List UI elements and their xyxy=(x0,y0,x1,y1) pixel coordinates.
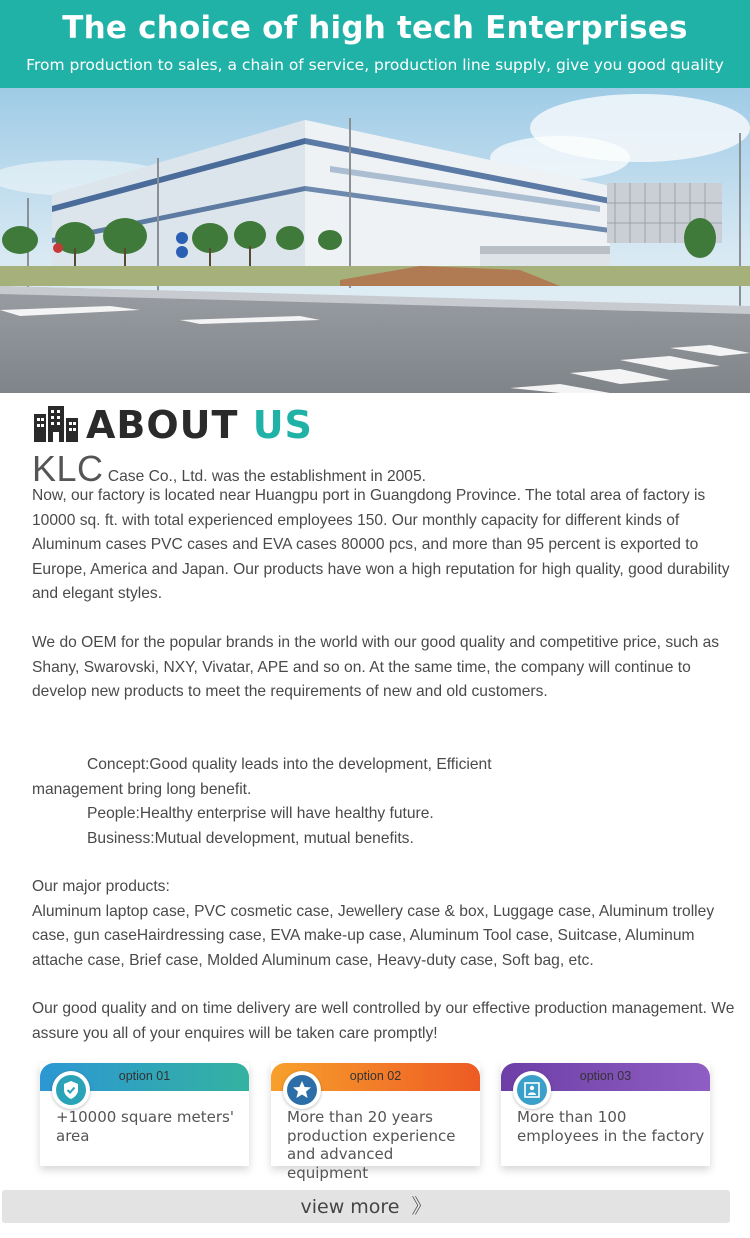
closing-paragraph: Our good quality and on time delivery are well controlled by our effective production management. We assure you all of your enquires will be taken care promptly! xyxy=(32,1000,735,1042)
factory-photo xyxy=(0,88,750,393)
products-list: Aluminum laptop case, PVC cosmetic case, Jewellery case & box, Luggage case, Aluminum trolley case, gun caseHairdressing case, EVA make-up case, Aluminum Tool case, Suitcase, Aluminum attache case, Brief case, Molded Aluminum case, Heavy-duty case, Soft bag, etc. xyxy=(32,902,715,969)
about-title-word2: US xyxy=(252,403,313,447)
people-line: People:Healthy enterprise will have healthy future. xyxy=(87,805,434,822)
about-paragraph-2: We do OEM for the popular brands in the world with our good quality and competitive price, such as Shany, Swarovski, NXY, Vivatar, APE and so on. At the same time, the company will continue to develop new products to meet the requirements of new and old customers. xyxy=(32,634,720,700)
banner-subtitle: From production to sales, a chain of service, production line supply, give you good quality xyxy=(26,56,724,74)
view-more-button[interactable] xyxy=(2,1190,730,1223)
option-card-1 xyxy=(40,1063,249,1166)
option-card-1-badge xyxy=(52,1071,90,1109)
option-card-1-text: +10000 square meters' area xyxy=(56,1108,234,1145)
option-card-1-label: option 01 xyxy=(118,1069,171,1083)
option-card-2-label: option 02 xyxy=(349,1069,402,1083)
view-more-label: view more xyxy=(300,1196,400,1218)
option-card-2-text: More than 20 years production experience and advanced equipment xyxy=(287,1108,456,1182)
option-card-2 xyxy=(271,1063,480,1182)
concept-continued: management bring long benefit. xyxy=(32,780,252,798)
building-icon xyxy=(32,404,80,442)
business-line: Business:Mutual development, mutual benefits. xyxy=(87,829,414,847)
option-card-2-badge xyxy=(283,1071,321,1109)
option-card-3 xyxy=(501,1063,710,1166)
about-title xyxy=(86,404,313,446)
concept-line: Concept:Good quality leads into the development, Efficient xyxy=(87,756,492,773)
shield-icon xyxy=(56,1075,86,1105)
option-card-3-label: option 03 xyxy=(579,1069,632,1083)
star-icon xyxy=(287,1075,317,1105)
option-card-3-text: More than 100 employees in the factory xyxy=(517,1108,705,1145)
chevron-right-icon: 》 xyxy=(411,1194,432,1218)
products-block xyxy=(32,875,742,973)
about-title-word1: ABOUT xyxy=(86,403,239,447)
about-paragraph-1: Now, our factory is located near Huangpu port in Guangdong Province. The total area of factory is 10000 sq. ft. with total experienced employees 150. Our monthly capacity for different kinds of Aluminum cases PVC cases and EVA cases 80000 pcs, and more than 95 percent is exported to Europe, America and Japan. Our products have won a high reputation for high quality, good durability and elegant styles. xyxy=(32,487,730,602)
brand-name: KLC xyxy=(32,448,104,489)
banner-title: The choice of high tech Enterprises xyxy=(62,10,688,46)
intro-first-sentence: Case Co., Ltd. was the establishment in 2005. xyxy=(103,468,426,485)
philosophy-block xyxy=(32,753,742,851)
team-icon xyxy=(517,1075,547,1105)
header-banner xyxy=(0,0,750,88)
products-heading: Our major products: xyxy=(32,878,170,895)
option-card-3-badge xyxy=(513,1071,551,1109)
